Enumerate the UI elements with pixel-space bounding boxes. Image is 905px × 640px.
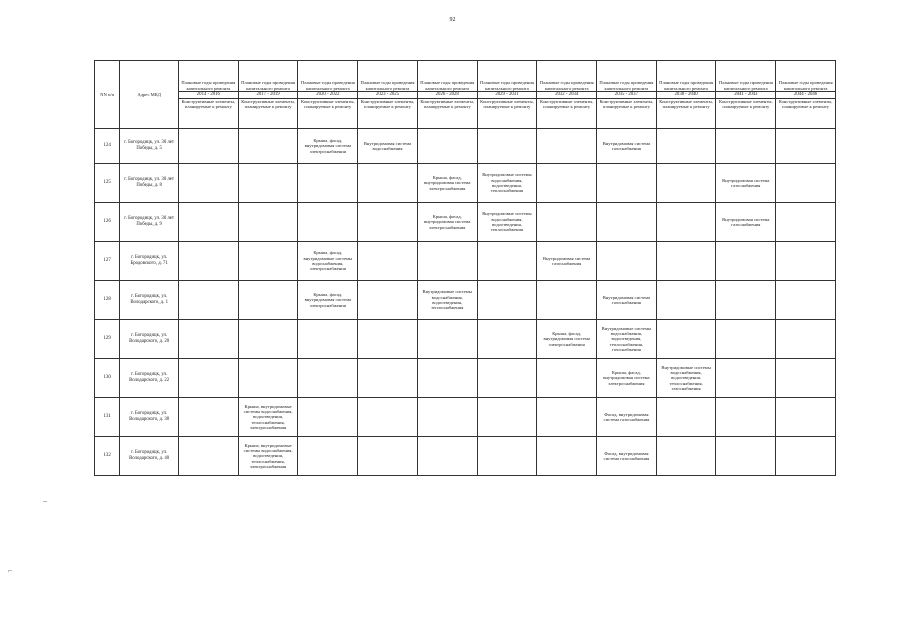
row-number: 131 <box>95 398 120 437</box>
repair-elements-cell <box>537 281 597 320</box>
row-address: г. Богородицк, ул. Володарского, д. 38 <box>120 398 179 437</box>
repair-elements-cell <box>298 437 358 476</box>
row-address: г. Богородицк, ул. 30 лет Победы, д. 8 <box>120 164 179 203</box>
repair-elements-cell <box>776 164 836 203</box>
repair-elements-cell <box>417 398 477 437</box>
repair-elements-cell <box>656 242 716 281</box>
repair-elements-cell: Крыша, фасад, внутридомовая система электроснабжения <box>298 281 358 320</box>
header-year-range: 2035 - 2037 <box>597 92 657 99</box>
repair-elements-cell <box>776 359 836 398</box>
repair-elements-cell <box>537 164 597 203</box>
row-address: г. Богородицк, ул. Володарского, д. 40 <box>120 437 179 476</box>
row-number: 127 <box>95 242 120 281</box>
repair-elements-cell: Крыша, внутридомовые системы водоснабжения, водоотведения, теплоснабжения, электроснабжения <box>238 437 298 476</box>
repair-elements-cell <box>417 359 477 398</box>
repair-elements-cell: Внутридомовая система газоснабжения <box>716 203 776 242</box>
row-address: г. Богородицк, ул. 30 лет Победы, д. 5 <box>120 129 179 164</box>
header-period-label: Плановые годы проведения капитального ремонта <box>179 61 239 92</box>
header-year-range: 2032 - 2034 <box>537 92 597 99</box>
repair-elements-cell <box>537 129 597 164</box>
row-number: 132 <box>95 437 120 476</box>
header-period-label: Плановые годы проведения капитального ремонта <box>417 61 477 92</box>
header-year-range: 2029 - 2031 <box>477 92 537 99</box>
repair-elements-cell <box>597 242 657 281</box>
header-period-label: Плановые годы проведения капитального ремонта <box>656 61 716 92</box>
repair-elements-cell: Крыша, фасад, внутридомовая система электроснабжения <box>417 164 477 203</box>
repair-elements-cell: Внутридомовые системы водоснабжения, водоотведения, теплоснабжения <box>477 164 537 203</box>
repair-elements-cell <box>417 437 477 476</box>
repair-elements-cell: Внутридомовая система газоснабжения <box>597 129 657 164</box>
repair-elements-cell <box>238 203 298 242</box>
repair-elements-cell: Внутридомовые системы водоснабжения, водоотведения, теплоснабжения, газоснабжения <box>597 320 657 359</box>
header-elements-label: Конструктивные элементы, планируемые к ремонту <box>776 99 836 129</box>
row-number: 124 <box>95 129 120 164</box>
repair-elements-cell <box>358 281 418 320</box>
repair-elements-cell <box>477 398 537 437</box>
repair-elements-cell <box>477 129 537 164</box>
repair-elements-cell <box>298 164 358 203</box>
row-address: г. Богородицк, ул. Володарского, д. 20 <box>120 320 179 359</box>
repair-elements-cell <box>238 242 298 281</box>
repair-elements-cell <box>716 281 776 320</box>
repair-elements-cell <box>776 242 836 281</box>
repair-elements-cell: Внутридомовая система газоснабжения <box>597 281 657 320</box>
repair-elements-cell <box>537 398 597 437</box>
repair-elements-cell <box>537 437 597 476</box>
row-number: 128 <box>95 281 120 320</box>
table-row <box>95 281 836 320</box>
repair-elements-cell <box>298 320 358 359</box>
repair-elements-cell <box>358 437 418 476</box>
repair-elements-cell <box>716 359 776 398</box>
table-row <box>95 242 836 281</box>
repair-elements-cell <box>298 398 358 437</box>
repair-elements-cell <box>179 281 239 320</box>
repair-elements-cell <box>179 398 239 437</box>
table-row <box>95 203 836 242</box>
repair-elements-cell <box>238 359 298 398</box>
repair-elements-cell: Крыша, фасад, внутридомовая система электроснабжения <box>597 359 657 398</box>
repair-elements-cell <box>477 437 537 476</box>
repair-elements-cell <box>238 164 298 203</box>
row-address: г. Богородицк, ул. Бродовского, д. 71 <box>120 242 179 281</box>
repair-elements-cell <box>179 242 239 281</box>
header-elements-label: Конструктивные элементы, планируемые к ремонту <box>656 99 716 129</box>
repair-elements-cell <box>656 164 716 203</box>
repair-elements-cell <box>358 359 418 398</box>
table-row <box>95 129 836 164</box>
repair-elements-cell: Крыша, фасад, внутридомовая система электроснабжения <box>298 129 358 164</box>
repair-elements-cell: Крыша, фасад, внутридомовые системы водоснабжения, электроснабжения <box>298 242 358 281</box>
row-number: 126 <box>95 203 120 242</box>
header-year-range: 2023 - 2025 <box>358 92 418 99</box>
header-period-label: Плановые годы проведения капитального ремонта <box>597 61 657 92</box>
repair-elements-cell <box>477 359 537 398</box>
header-elements-label: Конструктивные элементы, планируемые к ремонту <box>537 99 597 129</box>
repair-elements-cell: Крыша, внутридомовые системы водоснабжения, водоотведения, теплоснабжения, электроснабжения <box>238 398 298 437</box>
repair-elements-cell: Фасад, внутридомовая система газоснабжения <box>597 398 657 437</box>
repair-elements-cell <box>537 203 597 242</box>
repair-elements-cell <box>537 359 597 398</box>
repair-elements-cell <box>238 320 298 359</box>
repair-elements-cell <box>716 129 776 164</box>
row-number: 130 <box>95 359 120 398</box>
header-period-label: Плановые годы проведения капитального ремонта <box>298 61 358 92</box>
header-year-range: 2017 - 2019 <box>238 92 298 99</box>
repair-elements-cell <box>716 437 776 476</box>
header-year-range: 2026 - 2028 <box>417 92 477 99</box>
header-year-range: 2020 - 2022 <box>298 92 358 99</box>
header-period-label: Плановые годы проведения капитального ремонта <box>358 61 418 92</box>
header-elements-label: Конструктивные элементы, планируемые к ремонту <box>238 99 298 129</box>
repair-elements-cell <box>716 320 776 359</box>
repair-elements-cell: Внутридомовая система газоснабжения <box>716 164 776 203</box>
repair-elements-cell <box>179 203 239 242</box>
header-num: NN п/п <box>95 61 120 129</box>
repair-elements-cell <box>776 129 836 164</box>
repair-elements-cell <box>656 281 716 320</box>
table-row <box>95 320 836 359</box>
header-elements-label: Конструктивные элементы, планируемые к ремонту <box>358 99 418 129</box>
header-period-label: Плановые годы проведения капитального ремонта <box>238 61 298 92</box>
repair-elements-cell <box>477 281 537 320</box>
header-elements-label: Конструктивные элементы, планируемые к ремонту <box>477 99 537 129</box>
repair-elements-cell <box>716 398 776 437</box>
repair-elements-cell <box>358 398 418 437</box>
header-elements-label: Конструктивные элементы, планируемые к ремонту <box>597 99 657 129</box>
header-year-range: 2014 - 2016 <box>179 92 239 99</box>
repair-elements-cell <box>417 320 477 359</box>
header-elements-label: Конструктивные элементы, планируемые к ремонту <box>298 99 358 129</box>
page-number: 92 <box>449 17 456 23</box>
table-row <box>95 359 836 398</box>
repair-elements-cell <box>656 398 716 437</box>
header-year-range: 2044 - 2046 <box>776 92 836 99</box>
repair-elements-cell <box>776 320 836 359</box>
repair-elements-cell <box>776 437 836 476</box>
repair-elements-cell <box>358 320 418 359</box>
repair-elements-cell <box>597 164 657 203</box>
row-number: 125 <box>95 164 120 203</box>
header-period-label: Плановые годы проведения капитального ремонта <box>537 61 597 92</box>
header-period-label: Плановые годы проведения капитального ремонта <box>776 61 836 92</box>
repair-elements-cell <box>179 164 239 203</box>
repair-elements-cell <box>417 129 477 164</box>
repair-elements-cell: Внутридомовая система водоснабжения <box>358 129 418 164</box>
repair-elements-cell <box>656 320 716 359</box>
repair-elements-cell: Крыша, фасад, внутридомовая система электроснабжения <box>417 203 477 242</box>
repair-elements-cell <box>179 129 239 164</box>
header-address: Адрес МКД <box>120 61 179 129</box>
repair-elements-cell <box>656 129 716 164</box>
repair-elements-cell: Фасад, внутридомовая система газоснабжения <box>597 437 657 476</box>
header-elements-label: Конструктивные элементы, планируемые к ремонту <box>179 99 239 129</box>
header-year-range: 2041 - 2043 <box>716 92 776 99</box>
table-row <box>95 398 836 437</box>
header-elements-label: Конструктивные элементы, планируемые к ремонту <box>716 99 776 129</box>
repair-elements-cell <box>179 437 239 476</box>
repair-elements-cell <box>776 203 836 242</box>
row-address: г. Богородицк, ул. 30 лет Победы, д. 9 <box>120 203 179 242</box>
repair-elements-cell <box>179 359 239 398</box>
repair-elements-cell <box>238 281 298 320</box>
repair-elements-cell <box>358 203 418 242</box>
header-elements-label: Конструктивные элементы, планируемые к ремонту <box>417 99 477 129</box>
repair-elements-cell: Внутридомовые системы водоснабжения, водоотведения, теплоснабжения <box>477 203 537 242</box>
header-period-label: Плановые годы проведения капитального ремонта <box>477 61 537 92</box>
header-period-label: Плановые годы проведения капитального ремонта <box>716 61 776 92</box>
repair-elements-cell <box>298 203 358 242</box>
repair-elements-cell <box>358 164 418 203</box>
repair-elements-cell <box>238 129 298 164</box>
row-address: г. Богородицк, ул. Володарского, д. 1 <box>120 281 179 320</box>
table-row <box>95 164 836 203</box>
margin-tick-mark: ⌐ <box>8 566 13 575</box>
repair-elements-cell <box>656 203 716 242</box>
header-year-range: 2038 - 2040 <box>656 92 716 99</box>
margin-dash-mark: – <box>43 496 47 505</box>
table-row <box>95 437 836 476</box>
repair-elements-cell: Внутридомовая система газоснабжения <box>537 242 597 281</box>
repair-elements-cell <box>358 242 418 281</box>
repair-elements-cell: Внутридомовые системы водоснабжения, водоотведения, теплоснабжения <box>417 281 477 320</box>
repair-elements-cell <box>179 320 239 359</box>
row-address: г. Богородицк, ул. Володарского, д. 22 <box>120 359 179 398</box>
row-number: 129 <box>95 320 120 359</box>
repair-elements-cell <box>477 320 537 359</box>
repair-elements-cell <box>716 242 776 281</box>
repair-elements-cell: Внутридомовые системы водоснабжения, водоотведения, теплоснабжения, газоснабжения <box>656 359 716 398</box>
capital-repair-schedule-table <box>94 60 836 476</box>
repair-elements-cell <box>298 359 358 398</box>
repair-elements-cell: Крыша, фасад, внутридомовая система электроснабжения <box>537 320 597 359</box>
repair-elements-cell <box>417 242 477 281</box>
repair-elements-cell <box>597 203 657 242</box>
repair-elements-cell <box>776 398 836 437</box>
repair-elements-cell <box>776 281 836 320</box>
repair-elements-cell <box>477 242 537 281</box>
repair-elements-cell <box>656 437 716 476</box>
